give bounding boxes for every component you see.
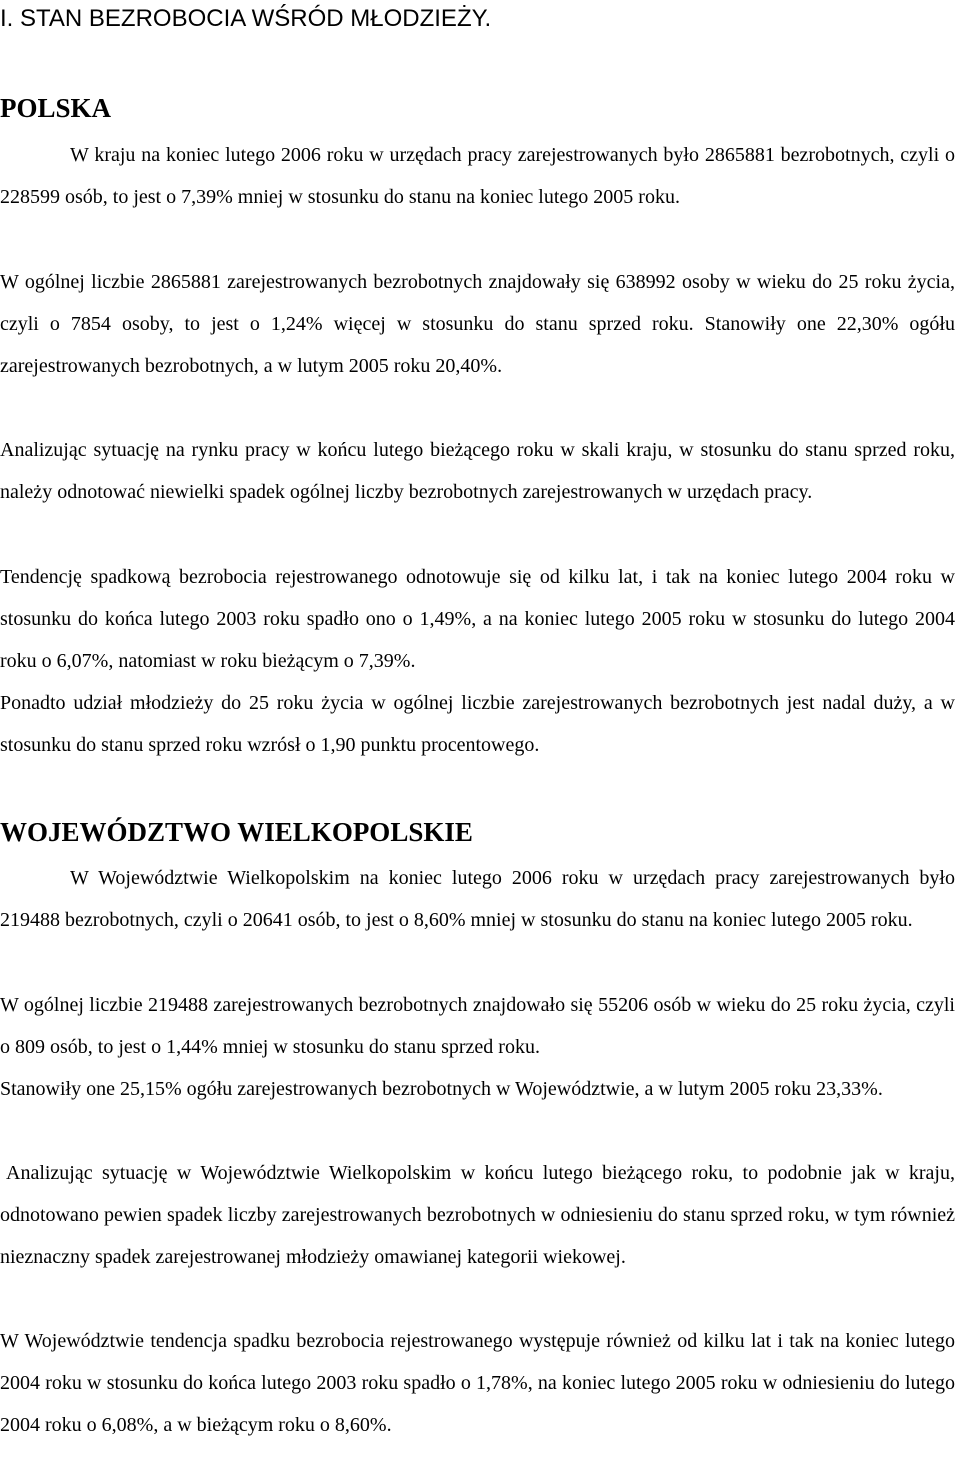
paragraph: W ogólnej liczbie 2865881 zarejestrowanych bezrobotnych znajdowały się 638992 osoby w wieku do 25 roku życia, czyli o 7854 osoby, to jest o 1,24% więcej w stosunku do stanu sprzed roku. Stanowiły one 22,30% ogółu zarejestrowanych bezrobotnych, a w lutym 2005 roku 20,40%. [0, 271, 955, 377]
section-heading-wielkopolskie: WOJEWÓDZTWO WIELKOPOLSKIE [0, 817, 473, 847]
main-heading: I. STAN BEZROBOCIA WŚRÓD MŁODZIEŻY. [0, 5, 492, 32]
paragraph: Analizując sytuację na rynku pracy w końcu lutego bieżącego roku w skali kraju, w stosunku do stanu sprzed roku, należy odnotować niewielki spadek ogólnej liczby bezrobotnych zarejestrowanych w urzędach pracy. [0, 439, 955, 503]
paragraph: W ogólnej liczbie 219488 zarejestrowanych bezrobotnych znajdowało się 55206 osób w wieku do 25 roku życia, czyli o 809 osób, to jest o 1,44% mniej w stosunku do stanu sprzed roku. [0, 994, 955, 1058]
paragraph: W Województwie tendencja spadku bezrobocia rejestrowanego występuje również od kilku lat i tak na koniec lutego 2004 roku w stosunku do końca lutego 2003 roku spadło o 1,78%, na koniec lutego 2005 roku w odniesieniu do lutego 2004 roku o 6,08%, a w bieżącym roku o 8,60%. [0, 1330, 955, 1436]
paragraph: Stanowiły one 25,15% ogółu zarejestrowanych bezrobotnych w Województwie, a w lutym 2005 roku 23,33%. [0, 1078, 883, 1100]
paragraph: Analizując sytuację w Województwie Wielkopolskim w końcu lutego bieżącego roku, to podobnie jak w kraju, odnotowano pewien spadek liczby zarejestrowanych bezrobotnych w odniesieniu do stanu sprzed roku, w tym również nieznaczny spadek zarejestrowanej młodzieży omawianej kategorii wiekowej. [0, 1162, 955, 1268]
paragraph: Ponadto udział młodzieży do 25 roku życia w ogólnej liczbie zarejestrowanych bezrobotnych jest nadal duży, a w stosunku do stanu sprzed roku wzrósł o 1,90 punktu procentowego. [0, 692, 955, 756]
paragraph: W Województwie Wielkopolskim na koniec lutego 2006 roku w urzędach pracy zarejestrowanych było 219488 bezrobotnych, czyli o 20641 osób, to jest o 8,60% mniej w stosunku do stanu na koniec lutego 2005 roku. [0, 867, 955, 931]
paragraph: Tendencję spadkową bezrobocia rejestrowanego odnotowuje się od kilku lat, i tak na koniec lutego 2004 roku w stosunku do końca lutego 2003 roku spadło ono o 1,49%, a na koniec lutego 2005 roku w stosunku do lutego 2004 roku o 6,07%, natomiast w roku bieżącym o 7,39%. [0, 566, 955, 672]
section-heading-polska: POLSKA [0, 93, 112, 123]
paragraph: W kraju na koniec lutego 2006 roku w urzędach pracy zarejestrowanych było 2865881 bezrobotnych, czyli o 228599 osób, to jest o 7,39% mniej w stosunku do stanu na koniec lutego 2005 roku. [0, 144, 955, 208]
